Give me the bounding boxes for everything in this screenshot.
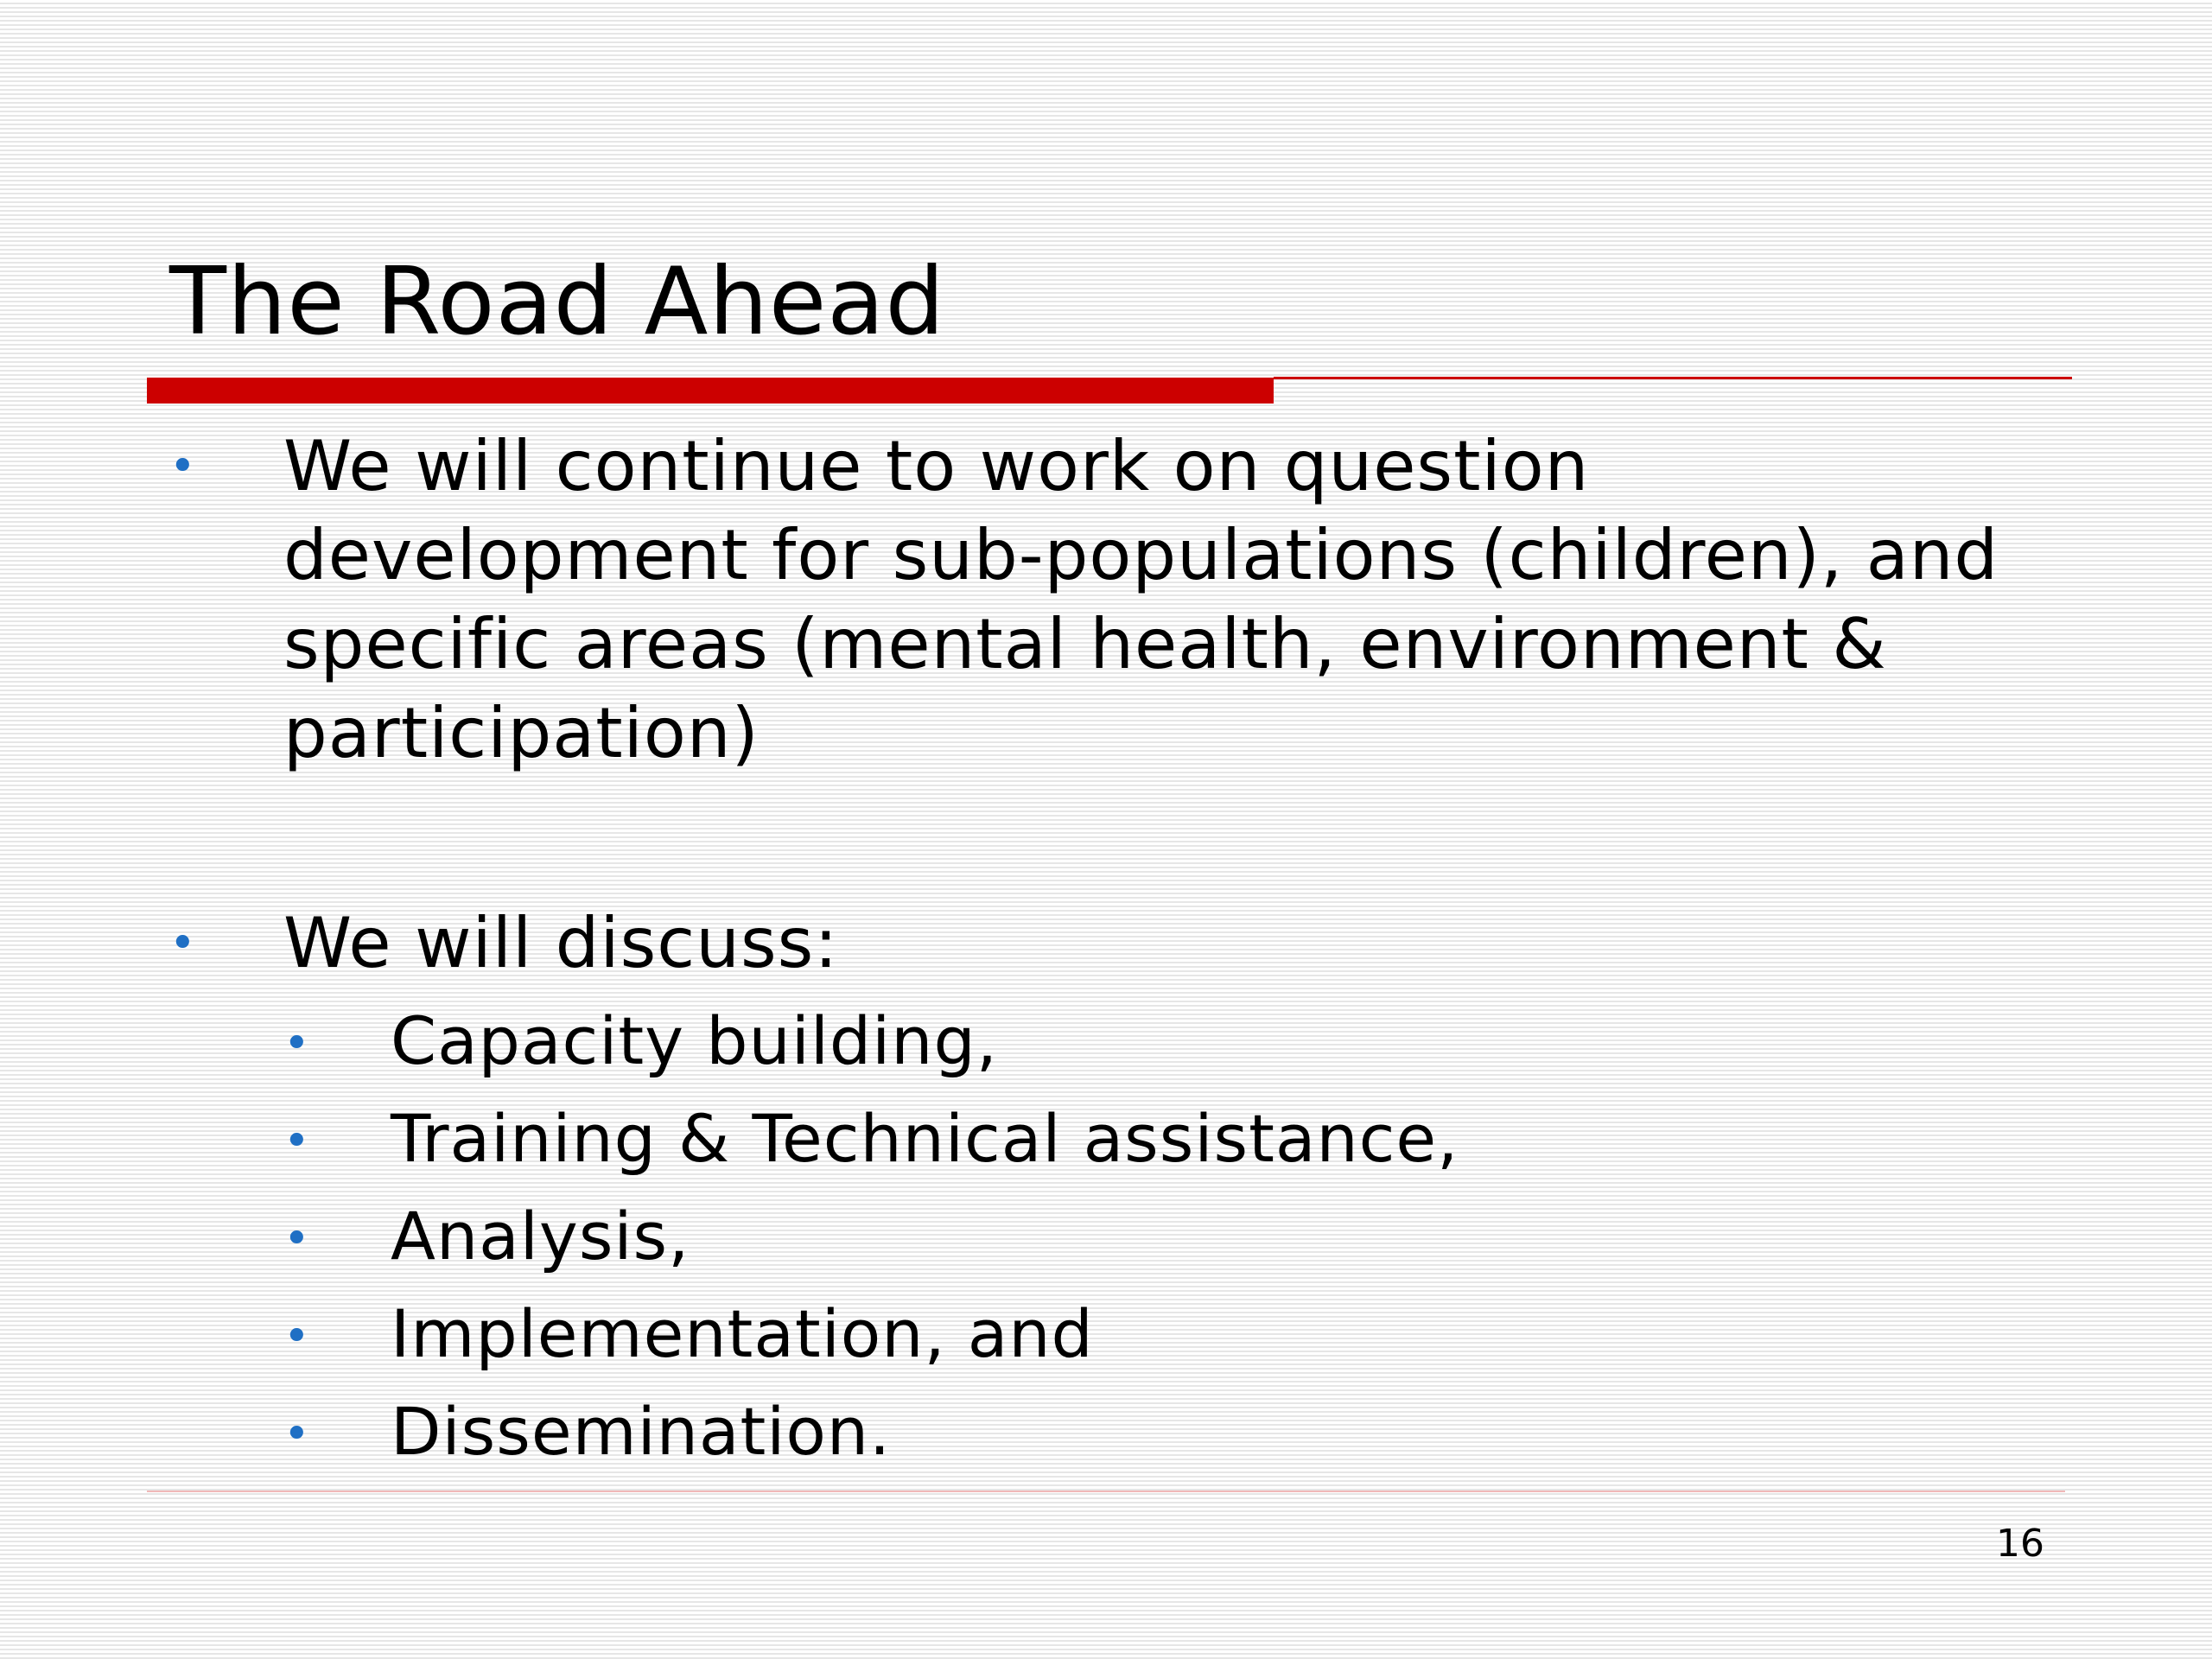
sub-item-implementation: Implementation, and	[391, 1295, 1094, 1372]
title-underline-thin	[1274, 377, 2072, 379]
sub-item-analysis: Analysis,	[391, 1198, 690, 1274]
title-underline-thick	[147, 378, 1274, 404]
sub-item-dissemination: Dissemination.	[391, 1393, 892, 1470]
page-number: 16	[1996, 1522, 2044, 1566]
sub-bullet-icon: •	[283, 1116, 310, 1167]
sub-bullet-icon: •	[283, 1311, 310, 1363]
bullet-text-1: We will continue to work on question development for sub-populations (children), and specific areas (mental health, environment & participation)	[283, 426, 1999, 773]
sub-bullet-icon: •	[283, 1018, 310, 1070]
sub-item-training: Training & Technical assistance,	[391, 1100, 1459, 1177]
footer-divider	[147, 1491, 2065, 1492]
slide-title: The Road Ahead	[169, 248, 946, 356]
bullet-text-2: We will discuss:	[283, 903, 839, 983]
sub-item-capacity-building: Capacity building,	[391, 1002, 998, 1079]
sub-bullet-icon: •	[283, 1213, 310, 1265]
sub-bullet-icon: •	[283, 1408, 310, 1460]
bullet-icon: •	[169, 441, 196, 493]
bullet-icon: •	[169, 918, 196, 969]
